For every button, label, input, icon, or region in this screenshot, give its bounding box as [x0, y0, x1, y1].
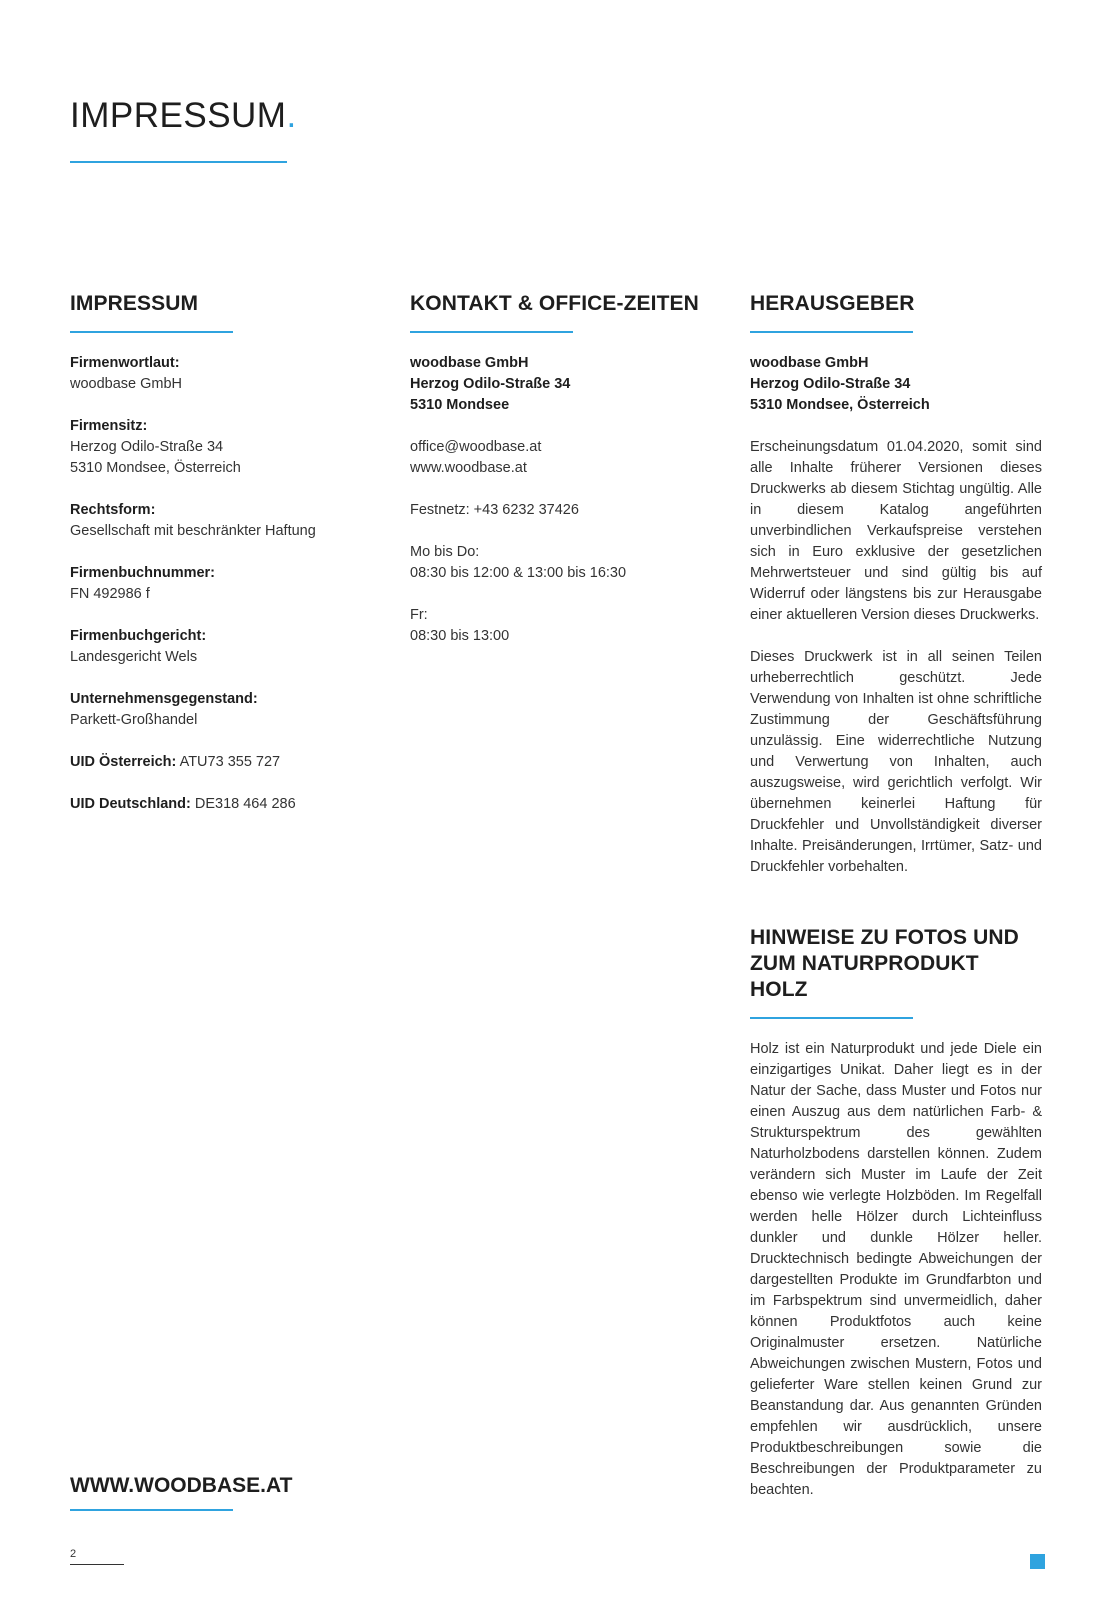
page-title-dot: . — [286, 96, 297, 135]
office-hours-mo-do — [410, 542, 710, 584]
firmenwortlaut-block — [70, 353, 362, 395]
corner-square-decoration — [1030, 1554, 1045, 1569]
herausgeber-column — [750, 291, 1042, 899]
firmensitz-block — [70, 416, 362, 479]
kontakt-city: 5310 Mondsee — [410, 397, 510, 413]
kontakt-online-block — [410, 437, 710, 479]
website-link[interactable]: www.woodbase.at — [410, 460, 527, 476]
kontakt-address-block — [410, 353, 710, 416]
uid-at-value: ATU73 355 727 — [179, 754, 281, 770]
hours-fr-label: Fr: — [410, 607, 428, 623]
page-number-line — [70, 1564, 124, 1565]
footer-url-underline — [70, 1509, 233, 1511]
firmensitz-label: Firmensitz: — [70, 418, 148, 434]
rechtsform-value: Gesellschaft mit beschränkter Haftung — [70, 523, 316, 539]
firmenbuchgericht-label: Firmenbuchgericht: — [70, 628, 207, 644]
page-title-text: IMPRESSUM — [70, 96, 287, 135]
hours-fr-value: 08:30 bis 13:00 — [410, 628, 510, 644]
herausgeber-city: 5310 Mondsee, Österreich — [750, 397, 930, 413]
herausgeber-street: Herzog Odilo-Straße 34 — [750, 376, 911, 392]
herausgeber-address-block — [750, 353, 1042, 416]
title-underline — [70, 161, 287, 163]
hinweise-paragraph: Holz ist ein Naturprodukt und jede Diele ein einzigartiges Unikat. Daher liegt es in der Natur der Sache, dass Muster und Fotos nur einen Auszug aus dem natürlichen Farb- & Strukturspektrum des gewählten Naturholzbodens darstellen können. Zudem verändern sich Muster im Laufe der Zeit ebenso wie verlegte Holzböden. Im Regelfall werden helle Hölzer durch Lichteinfluss dunkler und dunkle Hölzer heller. Drucktechnisch bedingte Abweichungen der dargestellten Produkte im Grundfarbton und im Farbspektrum sind unvermeidlich, daher können Produktfotos auch keine Originalmuster ersetzen. Natürliche Abweichungen zwischen Mustern, Fotos und gelieferter Ware stellen keinen Grund zur Beanstandung dar. Aus genannten Gründen empfehlen wir ausdrücklich, unsere Produktbeschreibungen sowie die Beschreibungen der Produktparameter zu beachten. — [750, 1041, 1042, 1498]
firmenbuchgericht-block — [70, 626, 362, 668]
rechtsform-label: Rechtsform: — [70, 502, 156, 518]
hinweise-heading-line-1: HINWEISE ZU FOTOS UND — [750, 926, 1019, 949]
phone-number: Festnetz: +43 6232 37426 — [410, 502, 579, 518]
hinweise-heading-underline — [750, 1017, 913, 1019]
hinweise-heading — [750, 925, 1042, 1003]
firmenbuchnummer-block — [70, 563, 362, 605]
impressum-heading: IMPRESSUM — [70, 292, 199, 315]
kontakt-company: woodbase GmbH — [410, 355, 529, 371]
herausgeber-heading: HERAUSGEBER — [750, 292, 915, 315]
herausgeber-paragraph-1: Erscheinungsdatum 01.04.2020, somit sind alle Inhalte früherer Versionen dieses Druckwerks ab diesem Stichtag ungültig. Alle in diesem Katalog angeführten unverbindlichen Verkaufspreise verstehen sich in Euro exklusive der gesetzlichen Mehrwertsteuer und sind gültig bis auf Widerruf oder längstens bis zur Herausgabe einer aktuelleren Version dieses Druckwerks. — [750, 439, 1042, 623]
page-number: 2 — [70, 1548, 77, 1560]
uid-de-block — [70, 794, 362, 815]
firmenbuchgericht-value: Landesgericht Wels — [70, 649, 198, 665]
impressum-heading-underline — [70, 331, 233, 333]
page-title — [70, 96, 297, 136]
footer-website-url[interactable]: WWW.WOODBASE.AT — [70, 1474, 293, 1497]
unternehmensgegenstand-block — [70, 689, 362, 731]
firmenbuchnummer-label: Firmenbuchnummer: — [70, 565, 216, 581]
kontakt-heading-underline — [410, 331, 573, 333]
uid-de-value: DE318 464 286 — [194, 796, 296, 812]
hours-mo-do-value: 08:30 bis 12:00 & 13:00 bis 16:30 — [410, 565, 627, 581]
uid-at-block — [70, 752, 362, 773]
hinweise-column — [750, 925, 1042, 1501]
firmenwortlaut-label: Firmenwortlaut: — [70, 355, 180, 371]
kontakt-phone-block — [410, 500, 710, 521]
firmensitz-city: 5310 Mondsee, Österreich — [70, 460, 241, 476]
firmenwortlaut-value: woodbase GmbH — [70, 376, 183, 392]
hinweise-heading-line-2: ZUM NATURPRODUKT HOLZ — [750, 952, 979, 1001]
rechtsform-block — [70, 500, 362, 542]
office-hours-fr — [410, 605, 710, 647]
email-link[interactable]: office@woodbase.at — [410, 439, 542, 455]
impressum-column — [70, 291, 362, 836]
unternehmensgegenstand-value: Parkett-Großhandel — [70, 712, 198, 728]
uid-de-label: UID Deutschland: — [70, 796, 191, 812]
herausgeber-paragraph-2: Dieses Druckwerk ist in all seinen Teilen urheberrechtlich geschützt. Jede Verwendung von Inhalten ist ohne schriftliche Zustimmung der Geschäftsführung unzulässig. Eine widerrechtliche Nutzung und Verwertung von Inhalten, auch auszugsweise, wird gerichtlich verfolgt. Wir übernehmen keinerlei Haftung für Druckfehler und Unvollständigkeit diverser Inhalte. Preisänderungen, Irrtümer, Satz- und Druckfehler vorbehalten. — [750, 649, 1042, 875]
firmensitz-street: Herzog Odilo-Straße 34 — [70, 439, 224, 455]
kontakt-street: Herzog Odilo-Straße 34 — [410, 376, 571, 392]
herausgeber-heading-underline — [750, 331, 913, 333]
hours-mo-do-label: Mo bis Do: — [410, 544, 480, 560]
herausgeber-company: woodbase GmbH — [750, 355, 869, 371]
kontakt-heading: KONTAKT & OFFICE-ZEITEN — [410, 292, 699, 315]
kontakt-column — [410, 291, 710, 668]
unternehmensgegenstand-label: Unternehmensgegenstand: — [70, 691, 258, 707]
uid-at-label: UID Österreich: — [70, 754, 177, 770]
firmenbuchnummer-value: FN 492986 f — [70, 586, 150, 602]
